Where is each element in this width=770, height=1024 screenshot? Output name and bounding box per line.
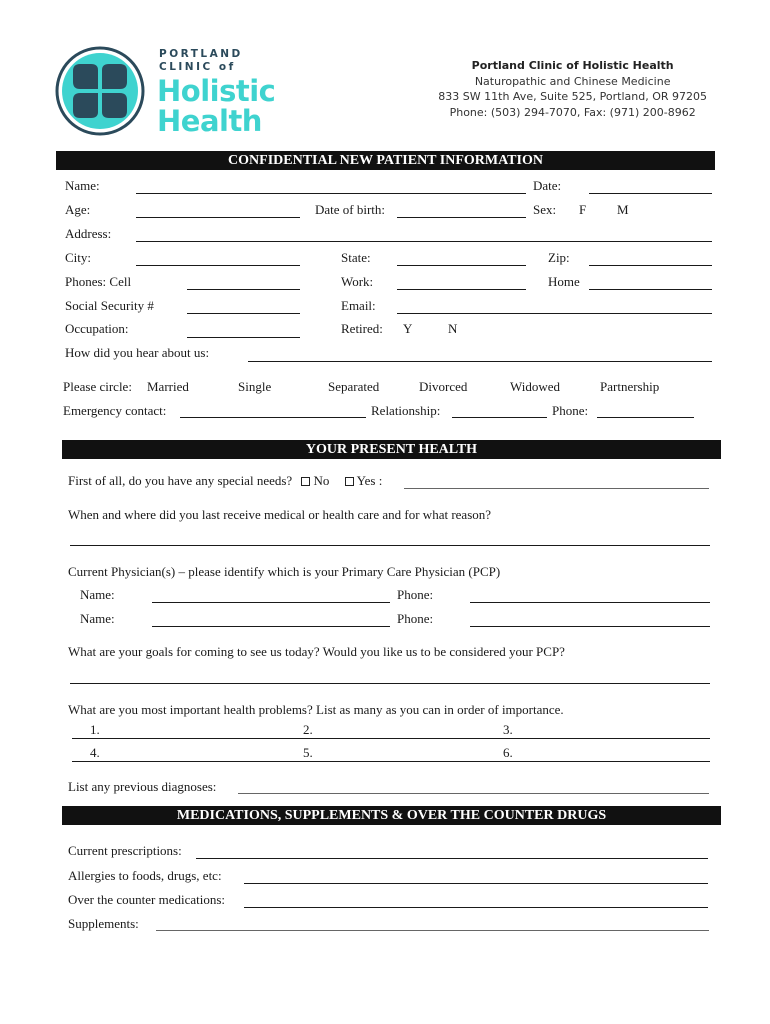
logo-line-clinic: CLINIC of bbox=[159, 61, 236, 73]
marital-option-divorced[interactable]: Divorced bbox=[419, 379, 468, 394]
marital-option-widowed[interactable]: Widowed bbox=[510, 379, 561, 394]
special-needs-yes-label: Yes : bbox=[356, 473, 383, 488]
ssn-field[interactable] bbox=[187, 313, 300, 314]
last-care-label: When and where did you last receive medical or health care and for what reason? bbox=[68, 507, 492, 522]
work-phone-field[interactable] bbox=[397, 289, 526, 290]
marital-option-single[interactable]: Single bbox=[238, 379, 272, 394]
cell-phone-field[interactable] bbox=[187, 289, 300, 290]
last-care-field[interactable] bbox=[70, 545, 710, 546]
problem-3-label: 3. bbox=[503, 722, 513, 737]
logo-line-holistic: Holistic bbox=[157, 74, 276, 108]
date-field[interactable] bbox=[589, 193, 712, 194]
special-needs-no[interactable] bbox=[301, 473, 329, 488]
email-field[interactable] bbox=[397, 313, 712, 314]
zip-label: Zip: bbox=[548, 250, 570, 265]
physician-1-phone-field[interactable] bbox=[470, 602, 710, 603]
home-phone-label: Home bbox=[548, 274, 580, 289]
clinic-phone: Phone: (503) 294-7070, Fax: (971) 200-8962 bbox=[449, 105, 696, 119]
physician-1-name-field[interactable] bbox=[152, 602, 390, 603]
city-field[interactable] bbox=[136, 265, 300, 266]
sex-label: Sex: bbox=[533, 202, 557, 217]
retired-option-n[interactable]: N bbox=[448, 321, 458, 336]
marital-option-partnership[interactable]: Partnership bbox=[600, 379, 660, 394]
occupation-label: Occupation: bbox=[65, 321, 129, 336]
ssn-label: Social Security # bbox=[65, 298, 154, 313]
emergency-contact-label: Emergency contact: bbox=[63, 403, 167, 418]
special-needs-field[interactable] bbox=[404, 488, 709, 489]
emergency-contact-field[interactable] bbox=[180, 417, 366, 418]
city-label: City: bbox=[65, 250, 92, 265]
dob-label: Date of birth: bbox=[315, 202, 386, 217]
physician-1-phone-label: Phone: bbox=[397, 587, 434, 602]
address-field[interactable] bbox=[136, 241, 712, 242]
marital-option-separated[interactable]: Separated bbox=[328, 379, 380, 394]
supplements-label: Supplements: bbox=[68, 916, 139, 931]
heard-field[interactable] bbox=[248, 361, 712, 362]
logo-line-health: Health bbox=[157, 104, 262, 138]
special-needs-no-label: No bbox=[313, 473, 330, 488]
name-label: Name: bbox=[65, 178, 100, 193]
otc-label: Over the counter medications: bbox=[68, 892, 226, 907]
clinic-subtitle: Naturopathic and Chinese Medicine bbox=[474, 74, 671, 88]
flower-logo-icon bbox=[55, 46, 145, 136]
special-needs-row bbox=[68, 473, 382, 489]
cell-phone-label: Phones: Cell bbox=[65, 274, 132, 289]
problems-row-1-line[interactable] bbox=[72, 738, 710, 739]
physician-1-name-label: Name: bbox=[80, 587, 115, 602]
logo-line-portland: PORTLAND bbox=[159, 48, 243, 60]
age-field[interactable] bbox=[136, 217, 300, 218]
heard-label: How did you hear about us: bbox=[65, 345, 210, 360]
problem-6-label: 6. bbox=[503, 745, 513, 760]
physician-2-phone-field[interactable] bbox=[470, 626, 710, 627]
problems-label: What are you most important health problems? List as many as you can in order of importance. bbox=[68, 702, 564, 717]
allergies-field[interactable] bbox=[244, 883, 708, 884]
goals-field[interactable] bbox=[70, 683, 710, 684]
sex-option-m[interactable]: M bbox=[617, 202, 629, 217]
special-needs-yes[interactable] bbox=[345, 473, 383, 488]
retired-option-y[interactable]: Y bbox=[403, 321, 413, 336]
emergency-phone-label: Phone: bbox=[552, 403, 589, 418]
state-field[interactable] bbox=[397, 265, 526, 266]
goals-label: What are your goals for coming to see us today? Would you like us to be considered your PCP? bbox=[68, 644, 565, 659]
clinic-info bbox=[438, 58, 707, 120]
prescriptions-field[interactable] bbox=[196, 858, 708, 859]
emergency-phone-field[interactable] bbox=[597, 417, 694, 418]
retired-label: Retired: bbox=[341, 321, 383, 336]
age-label: Age: bbox=[65, 202, 91, 217]
dob-field[interactable] bbox=[397, 217, 526, 218]
checkbox-icon bbox=[301, 477, 310, 486]
physician-2-phone-label: Phone: bbox=[397, 611, 434, 626]
zip-field[interactable] bbox=[589, 265, 712, 266]
otc-field[interactable] bbox=[244, 907, 708, 908]
marital-circle-label: Please circle: bbox=[63, 379, 132, 394]
clinic-name: Portland Clinic of Holistic Health bbox=[471, 59, 674, 72]
section-title-patient-info: CONFIDENTIAL NEW PATIENT INFORMATION bbox=[56, 151, 715, 170]
physician-2-name-label: Name: bbox=[80, 611, 115, 626]
clinic-address: 833 SW 11th Ave, Suite 525, Portland, OR 97205 bbox=[438, 90, 707, 103]
problems-row-2-line[interactable] bbox=[72, 761, 710, 762]
home-phone-field[interactable] bbox=[589, 289, 712, 290]
special-needs-label: First of all, do you have any special needs? bbox=[68, 473, 293, 488]
email-label: Email: bbox=[341, 298, 376, 313]
section-title-present-health: YOUR PRESENT HEALTH bbox=[62, 440, 721, 459]
prescriptions-label: Current prescriptions: bbox=[68, 843, 182, 858]
work-phone-label: Work: bbox=[341, 274, 374, 289]
state-label: State: bbox=[341, 250, 371, 265]
address-label: Address: bbox=[65, 226, 112, 241]
checkbox-icon bbox=[345, 477, 354, 486]
relationship-label: Relationship: bbox=[371, 403, 441, 418]
section-title-medications: MEDICATIONS, SUPPLEMENTS & OVER THE COUNTER DRUGS bbox=[62, 806, 721, 825]
date-label: Date: bbox=[533, 178, 562, 193]
problem-4-label: 4. bbox=[90, 745, 100, 760]
sex-option-f[interactable]: F bbox=[579, 202, 587, 217]
relationship-field[interactable] bbox=[452, 417, 547, 418]
diagnoses-label: List any previous diagnoses: bbox=[68, 779, 217, 794]
problem-2-label: 2. bbox=[303, 722, 313, 737]
problem-1-label: 1. bbox=[90, 722, 100, 737]
physicians-label: Current Physician(s) – please identify which is your Primary Care Physician (PCP) bbox=[68, 564, 501, 579]
allergies-label: Allergies to foods, drugs, etc: bbox=[68, 868, 222, 883]
supplements-field[interactable] bbox=[156, 930, 709, 931]
marital-option-married[interactable]: Married bbox=[147, 379, 189, 394]
name-field[interactable] bbox=[136, 193, 526, 194]
physician-2-name-field[interactable] bbox=[152, 626, 390, 627]
diagnoses-field[interactable] bbox=[238, 793, 709, 794]
occupation-field[interactable] bbox=[187, 337, 300, 338]
problem-5-label: 5. bbox=[303, 745, 313, 760]
